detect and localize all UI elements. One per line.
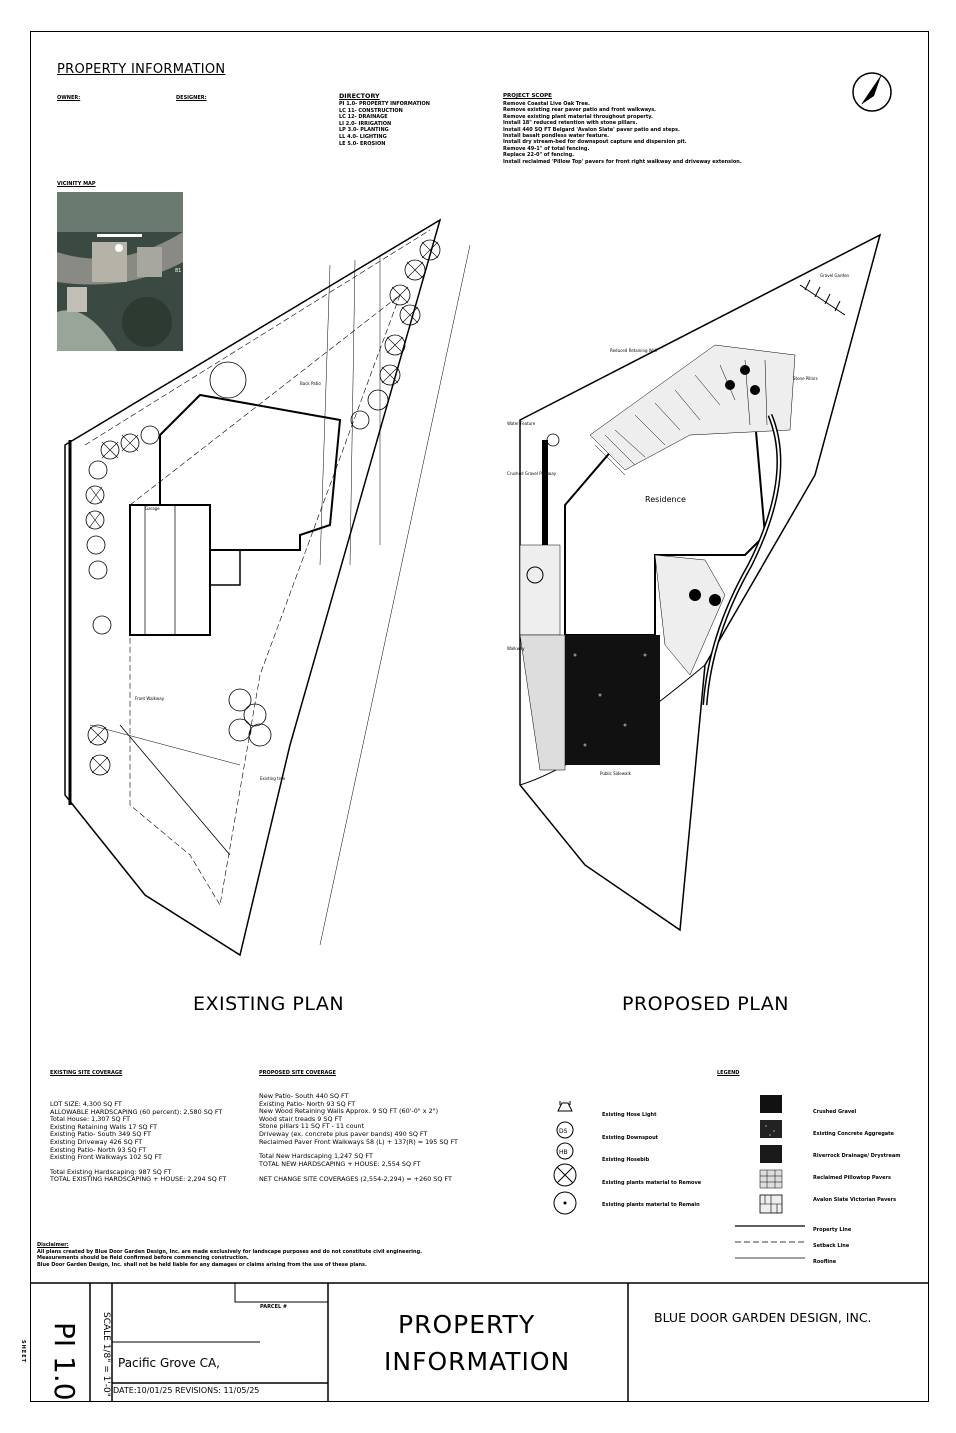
legend-item: Existing plants material to Remain [602, 1202, 700, 1209]
coverage-line: Existing Driveway 426 SQ FT [50, 1137, 143, 1146]
callout-front-walkway: Front Walkway [135, 696, 165, 701]
existing-coverage-heading: EXISTING SITE COVERAGE [50, 1070, 123, 1076]
proposed-coverage-heading: PROPOSED SITE COVERAGE [259, 1070, 336, 1076]
coverage-line: Existing Retaining Walls 17 SQ FT [50, 1122, 158, 1131]
legend-line-item: Setback Line [813, 1243, 850, 1249]
legend-line-samples [735, 1221, 810, 1263]
scope-item: Remove Coastal Live Oak Tree. [503, 101, 590, 107]
coverage-line: LOT SIZE: 4,300 SQ FT [50, 1100, 122, 1108]
callout-water-feature: Water Feature [507, 421, 536, 426]
legend-left-labels [602, 1104, 701, 1217]
directory-item: LL 4.0- LIGHTING [339, 133, 387, 140]
coverage-line: Existing Patio- North 93 SQ FT [50, 1145, 147, 1154]
sheet-number: PI 1.0 [48, 1322, 81, 1401]
legend-symbols-left [550, 1095, 580, 1220]
legend-item: Existing Concrete Aggregate [813, 1131, 894, 1137]
scope-item: Remove 49-1" of total fencing. [503, 145, 590, 152]
legend-swatches [758, 1093, 784, 1218]
vicinity-map-label: VICINITY MAP [57, 181, 96, 187]
callout-walkway: Walkway [507, 646, 525, 651]
legend-heading: LEGEND [717, 1070, 740, 1076]
legend-line-labels [813, 1222, 851, 1270]
parcel-label: PARCEL # [260, 1304, 288, 1310]
owner-label: OWNER: [57, 95, 81, 101]
coverage-total: Total Existing Hardscaping: 987 SQ FT [50, 1167, 172, 1176]
callout-stone-pillars: Stone Pillars [793, 376, 818, 381]
existing-plan-drawing [50, 205, 490, 975]
coverage-total: TOTAL NEW HARDSCAPING + HOUSE: 2,554 SQ FT [259, 1159, 421, 1168]
project-scope [503, 93, 803, 165]
scope-item: Install 440 SQ FT Belgard 'Avalon Slate' paver patio and steps. [503, 126, 680, 133]
scope-item: Replace 22-0" of fencing. [503, 152, 575, 159]
coverage-total: TOTAL EXISTING HARDSCAPING + HOUSE: 2,294 SQ FT [50, 1175, 227, 1184]
directory-item: LP 3.0- PLANTING [339, 127, 389, 134]
legend-right-labels [813, 1101, 900, 1211]
legend-item: Existing Hosebib [602, 1157, 650, 1164]
scope-item: Install dry stream-bed for downspout capture and dispersion pit. [503, 139, 687, 146]
callout-retaining-wall: Reduced Retaining Wall [610, 348, 658, 353]
directory-item: LC 11- CONSTRUCTION [339, 107, 403, 114]
directory-heading: DIRECTORY [339, 92, 380, 100]
coverage-line: Total House: 1,307 SQ FT [50, 1115, 131, 1124]
scope-item: Remove existing rear paver patio and front walkways. [503, 107, 657, 114]
scale-label: SCALE 1/8" = 1'-0" [101, 1312, 111, 1397]
coverage-line: Existing Patio- South 349 SQ FT [50, 1130, 151, 1139]
directory [339, 92, 430, 147]
proposed-plan-drawing [505, 225, 905, 945]
north-arrow-icon [850, 70, 894, 114]
callout-public-sidewalk: Public Sidewalk [600, 771, 631, 776]
disclaimer-line: Measurements should be field confirmed before commencing construction. [37, 1255, 249, 1262]
disclaimer-line: All plans created by Blue Door Garden Design, Inc. are made exclusively for landscape purposes and do not constitute civil engineering. [37, 1248, 423, 1255]
scope-item: Remove existing plant material throughout property. [503, 113, 653, 120]
sheet-title-2: INFORMATION [384, 1347, 571, 1376]
coverage-line: New Wood Retaining Walls Approx. 9 SQ FT (60'-0" x 2") [259, 1107, 439, 1116]
coverage-line: Stone pillars 11 SQ FT - 11 count [259, 1122, 365, 1131]
disclaimer-heading: Disclaimer: [37, 1242, 69, 1248]
coverage-total: Total New Hardscaping 1,247 SQ FT [259, 1152, 373, 1161]
callout-garage: Garage [145, 506, 160, 511]
title-block-frame [30, 1282, 929, 1402]
designer-label: DESIGNER: [176, 95, 207, 101]
net-change: NET CHANGE SITE COVERAGES (2,554-2,294) = +260 SQ FT [259, 1175, 452, 1184]
legend-item: Existing Downspout [602, 1134, 659, 1141]
residence-label: Residence [645, 495, 686, 504]
coverage-line: ALLOWABLE HARDSCAPING (60 percent): 2,580 SQ FT [50, 1107, 223, 1116]
coverage-line: Wood stair treads 9 SQ FT [259, 1114, 342, 1123]
disclaimer [37, 1242, 422, 1268]
existing-coverage [50, 1070, 265, 1184]
proposed-plan-title: PROPOSED PLAN [622, 993, 789, 1015]
project-scope-heading: PROJECT SCOPE [503, 93, 552, 99]
scope-item: Install basalt pondless water feature. [503, 133, 610, 140]
legend-item: Existing Hose Light [602, 1112, 657, 1118]
vicinity-marker: 81 [175, 268, 182, 274]
callout-back-patio: Back Patio [300, 381, 321, 386]
disclaimer-line: Blue Door Garden Design, Inc. shall not be held liable for any damages or claims arising from the use of these plans. [37, 1261, 367, 1268]
callout-existing-tree: Existing tree [260, 776, 286, 781]
legend-item: Reclaimed Pillowtop Pavers [813, 1175, 891, 1181]
legend-item: Avalon Slate Victorian Pavers [813, 1197, 897, 1203]
downspout-icon: DS [559, 1128, 568, 1135]
dates: DATE:10/01/25 REVISIONS: 11/05/25 [113, 1386, 260, 1395]
coverage-line: New Patio- South 440 SQ FT [259, 1092, 349, 1100]
callout-gravel-pathway: Crushed Gravel Pathway [507, 471, 557, 476]
coverage-line: Existing Front Walkways 102 SQ FT [50, 1153, 162, 1162]
legend-item: Crushed Gravel [813, 1109, 857, 1115]
legend-line-item: Property Line [813, 1227, 852, 1233]
legend-item: Existing plants material to Remove [602, 1179, 702, 1186]
coverage-line: Driveway (ex. concrete plus paver bands) 490 SQ FT [259, 1129, 428, 1138]
directory-item: LI 2.0- IRRIGATION [339, 120, 392, 127]
page-title: PROPERTY INFORMATION [57, 62, 226, 77]
coverage-line: Reclaimed Paver Front Walkways 58 (L) + 137(R) = 195 SQ FT [259, 1137, 458, 1146]
company-name: BLUE DOOR GARDEN DESIGN, INC. [654, 1310, 872, 1325]
callout-gravel-garden: Gravel Garden [820, 273, 850, 278]
scope-item: Install 18" reduced retention with stone pillars. [503, 120, 638, 127]
sheet-title-1: PROPERTY [398, 1310, 536, 1339]
proposed-coverage [259, 1070, 509, 1184]
hosebib-icon: HB [559, 1149, 568, 1156]
address: Pacific Grove CA, [118, 1356, 220, 1370]
legend-line-item: Roofline [813, 1259, 837, 1265]
scope-item: Install reclaimed 'Pillow Top' pavers for front right walkway and driveway extension. [503, 158, 742, 165]
coverage-line: Existing Patio- North 93 SQ FT [259, 1099, 356, 1108]
directory-item: LC 12- DRAINAGE [339, 114, 388, 121]
directory-item: LE 5.0- EROSION [339, 140, 386, 147]
directory-item: PI 1.0- PROPERTY INFORMATION [339, 101, 430, 107]
sheet-label: SHEET [20, 1340, 26, 1364]
legend-item: Riverrock Drainage/ Drystream [813, 1153, 901, 1159]
existing-plan-title: EXISTING PLAN [193, 993, 345, 1015]
